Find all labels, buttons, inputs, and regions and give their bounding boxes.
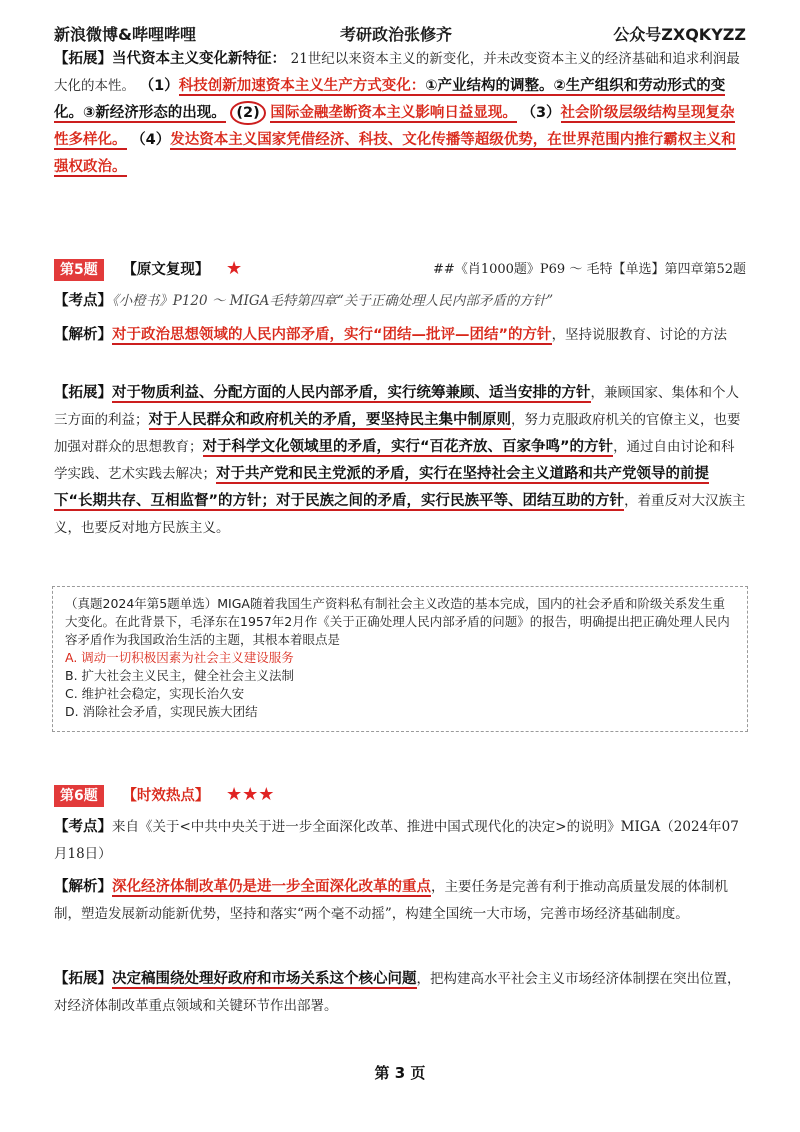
q6-jx-label: 【解析】 — [54, 879, 112, 895]
q5-header — [54, 258, 746, 284]
intro-p1b: ②生产组织和劳动形式的变化。 — [54, 78, 726, 121]
q6-jx-rest: ，主要任务是完善有利于推动高质量发展的体制机制，塑造发展新动能新优势，坚持和落实“两个毫不动摇”，构建全国统一大市场，完善市场经济基础制度。 — [54, 879, 728, 922]
q5-t1: 对于物质利益、分配方面的人民内部矛盾，实行统筹兼顾、适当安排的方针 — [112, 385, 591, 401]
q6-keypoint — [54, 814, 746, 868]
q5-kp-label: 【考点】 — [54, 293, 112, 309]
intro-n2: (2) — [230, 101, 265, 125]
q6-stars: ★★★ — [225, 784, 275, 805]
q5-jx-rest: ，坚持说服教育、讨论的方法 — [551, 327, 728, 343]
q6-header — [54, 784, 746, 810]
quiz-option-b: B. 扩大社会主义民主，健全社会主义法制 — [65, 668, 295, 683]
intro-label: 【拓展】 — [54, 51, 112, 67]
q6-kp-label: 【考点】 — [54, 819, 112, 835]
q5-jx-red: 对于政治思想领域的人民内部矛盾，实行“团结—批评—团结”的方针 — [112, 327, 552, 343]
q6-tz-bold: 决定稿围绕处理好政府和市场关系这个核心问题 — [112, 971, 417, 987]
q5-t5: 对于民族之间的矛盾，实行民族平等、团结互助的方针 — [276, 493, 625, 509]
quiz-stem: （真题2024年第5题单选）MIGA随着我国生产资料私有制社会主义改造的基本完成，国内的社会矛盾和阶级关系发生重大变化。在此背景下，毛泽东在1957年2月作《关于正确处理人民内部矛盾的问题》的报告，明确提出把正确处理人民内容矛盾作为我国政治生活的主题，其根本着眼点是 — [65, 596, 730, 647]
q5-stars: ★ — [225, 258, 243, 279]
q6-extension — [54, 966, 746, 1020]
quiz-option-d: D. 消除社会矛盾，实现民族大团结 — [65, 704, 258, 719]
intro-block — [54, 46, 746, 181]
header-left: 新浪微博&哔哩哔哩 — [54, 25, 196, 44]
q6-tz-rest: ，把构建高水平社会主义市场经济体制摆在突出位置，对经济体制改革重点领域和关键环节作出部署。 — [54, 971, 741, 1014]
intro-p1a: ①产业结构的调整。 — [425, 78, 554, 94]
q5-t3: 对于科学文化领域里的矛盾，实行“百花齐放、百家争鸣”的方针 — [202, 439, 614, 455]
quiz-option-c: C. 维护社会稳定，实现长治久安 — [65, 686, 245, 701]
intro-n4: （4） — [131, 132, 171, 148]
q6-tag: 第6题 — [54, 785, 104, 807]
q6-kp-text: 来自《关于<中共中央关于进一步全面深化改革、推进中国式现代化的决定>的说明》MIGA（2024年07月18日） — [54, 819, 739, 862]
header-center: 考研政治张修齐 — [340, 25, 453, 44]
intro-p3: 社会阶级层级结构呈现复杂性多样化。 — [54, 105, 735, 148]
q6-jx-red: 深化经济体制改革仍是进一步全面深化改革的重点 — [112, 879, 431, 895]
intro-p2: 国际金融垄断资本主义影响日益显现。 — [270, 105, 517, 121]
q5-kind: 【原文复现】 — [122, 262, 210, 278]
past-exam-box — [52, 586, 748, 732]
q5-analysis — [54, 322, 746, 349]
header-right: 公众号ZXQKYZZ — [613, 25, 746, 44]
intro-n3: （3） — [521, 105, 561, 121]
q5-tz-label: 【拓展】 — [54, 385, 112, 401]
intro-n1: （1） — [139, 78, 179, 94]
q5-t2s: ，努力克服政府机关的官僚主义，也要加强对群众的思想教育； — [54, 412, 741, 455]
q5-t5s: ，着重反对大汉族主义，也要反对地方民族主义。 — [54, 493, 746, 536]
q5-t2: 对于人民群众和政府机关的矛盾，要坚持民主集中制原则 — [148, 412, 511, 428]
quiz-option-a: A. 调动一切积极因素为社会主义建设服务 — [65, 650, 294, 665]
q5-jx-label: 【解析】 — [54, 327, 112, 343]
q5-t3s: ，通过自由讨论和科学实践、艺术实践去解决； — [54, 439, 735, 482]
intro-title: 当代资本主义变化新特征： — [112, 51, 286, 67]
q5-tag: 第5题 — [54, 259, 104, 281]
q5-extension — [54, 380, 746, 542]
q6-kind: 【时效热点】 — [122, 788, 210, 804]
intro-p1c: ③新经济形态的出现。 — [83, 105, 226, 121]
page-header — [54, 22, 746, 48]
intro-p4: 发达资本主义国家凭借经济、科技、文化传播等超级优势，在世界范围内推行霸权主义和强权政治。 — [54, 132, 736, 175]
q6-analysis — [54, 874, 746, 928]
q5-t1s: ，兼顾国家、集体和个人三方面的利益； — [54, 385, 739, 428]
q6-tz-label: 【拓展】 — [54, 971, 112, 987]
q5-ref: ##《肖1000题》P69 ～ 毛特【单选】第四章第52题 — [433, 262, 746, 277]
q5-keypoint — [54, 288, 746, 315]
page-number: 第 3 页 — [374, 1064, 426, 1082]
intro-desc: 21世纪以来资本主义的新变化，并未改变资本主义的经济基础和追求利润最大化的本性。 — [54, 51, 740, 94]
intro-p1: 科技创新加速资本主义生产方式变化： — [178, 78, 426, 94]
q5-t4: 对于共产党和民主党派的矛盾，实行在坚持社会主义道路和共产党领导的前提下“长期共存、互相监督”的方针； — [54, 466, 709, 509]
q5-kp-text: 《小橙书》P120 ～ MIGA毛特第四章“关于正确处理人民内部矛盾的方针” — [112, 293, 554, 309]
